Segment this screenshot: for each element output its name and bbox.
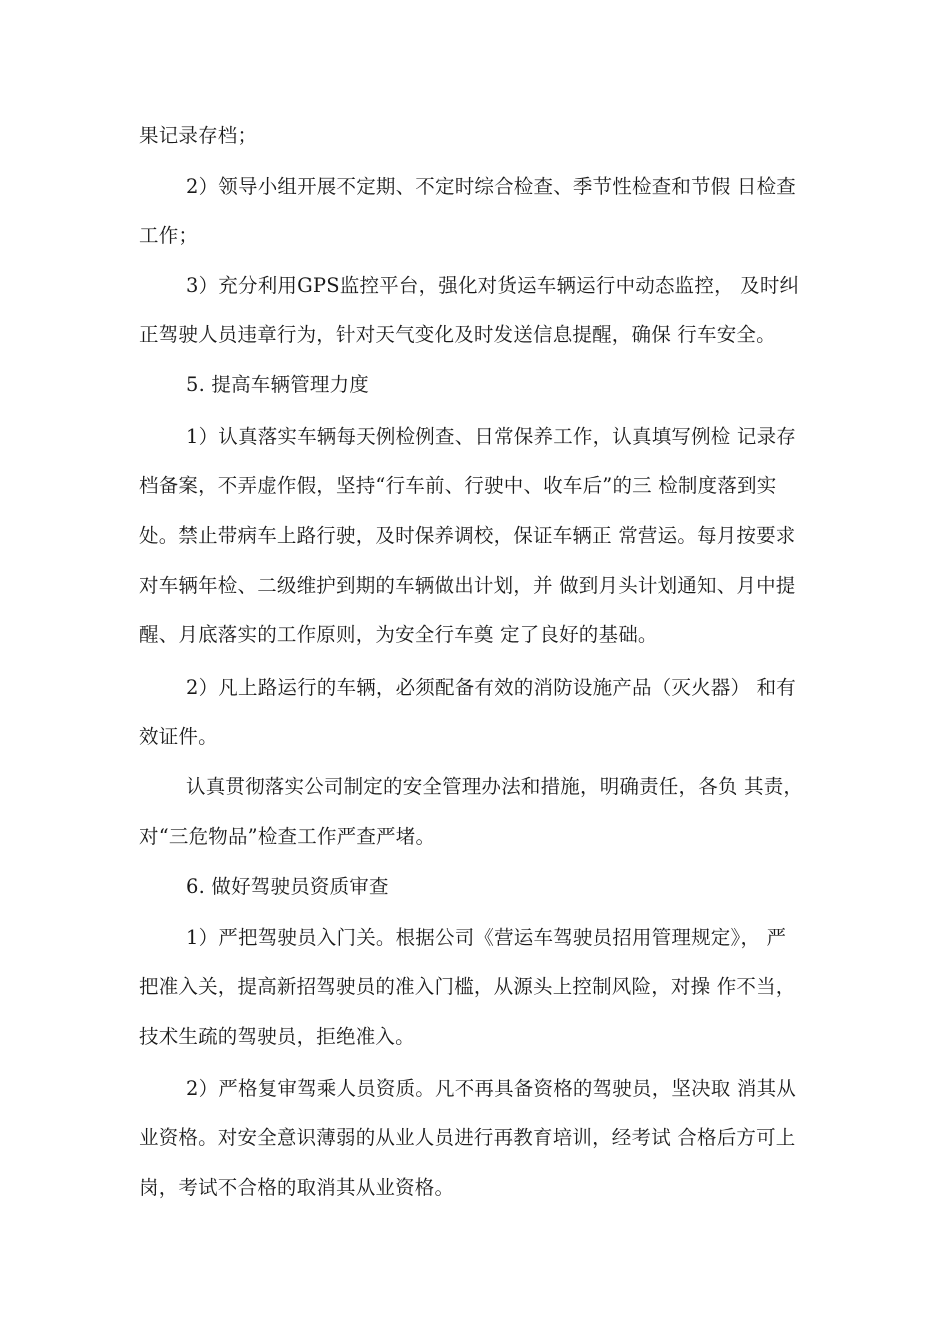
- text-line: 醒、月底落实的工作原则，为安全行车奠 定了良好的基础。: [139, 623, 658, 646]
- text-line: 果记录存档；: [139, 124, 258, 147]
- text-line: 岗，考试不合格的取消其从业资格。: [139, 1176, 455, 1199]
- text-line: 2）严格复审驾乘人员资质。凡不再具备资格的驾驶员，坚决取 消其从: [186, 1077, 797, 1100]
- text-line: 处。禁止带病车上路行驶，及时保养调校，保证车辆正 常营运。每月按要求: [139, 524, 796, 547]
- text-line: 对“三危物品”检查工作严查严堵。: [139, 825, 436, 848]
- text-line: 业资格。对安全意识薄弱的从业人员进行再教育培训，经考试 合格后方可上: [139, 1126, 796, 1149]
- text-line: 3）充分利用GPS监控平台，强化对货运车辆运行中动态监控， 及时纠: [186, 274, 800, 297]
- text-line: 正驾驶人员违章行为，针对天气变化及时发送信息提醒，确保 行车安全。: [139, 323, 776, 346]
- text-line: 2）领导小组开展不定期、不定时综合检查、季节性检查和节假 日检查: [186, 175, 797, 198]
- text-line: 2）凡上路运行的车辆，必须配备有效的消防设施产品（灭火器） 和有: [186, 676, 797, 699]
- text-line: 把准入关，提高新招驾驶员的准入门槛，从源头上控制风险，对操 作不当，: [139, 975, 796, 998]
- text-line: 1）严把驾驶员入门关。根据公司《营运车驾驶员招用管理规定》， 严: [186, 926, 787, 949]
- section-heading: 5. 提高车辆管理力度: [186, 373, 370, 396]
- text-line: 工作；: [139, 224, 199, 247]
- text-line: 档备案，不弄虚作假，坚持“行车前、行驶中、收车后”的三 检制度落到实: [139, 474, 777, 497]
- text-line: 认真贯彻落实公司制定的安全管理办法和措施，明确责任，各负 其责，: [186, 775, 804, 798]
- text-line: 技术生疏的驾驶员，拒绝准入。: [139, 1025, 415, 1048]
- text-line: 1）认真落实车辆每天例检例查、日常保养工作，认真填写例检 记录存: [186, 425, 797, 448]
- section-heading: 6. 做好驾驶员资质审查: [186, 875, 389, 898]
- text-line: 效证件。: [139, 725, 218, 748]
- text-line: 对车辆年检、二级维护到期的车辆做出计划，并 做到月头计划通知、月中提: [139, 574, 796, 597]
